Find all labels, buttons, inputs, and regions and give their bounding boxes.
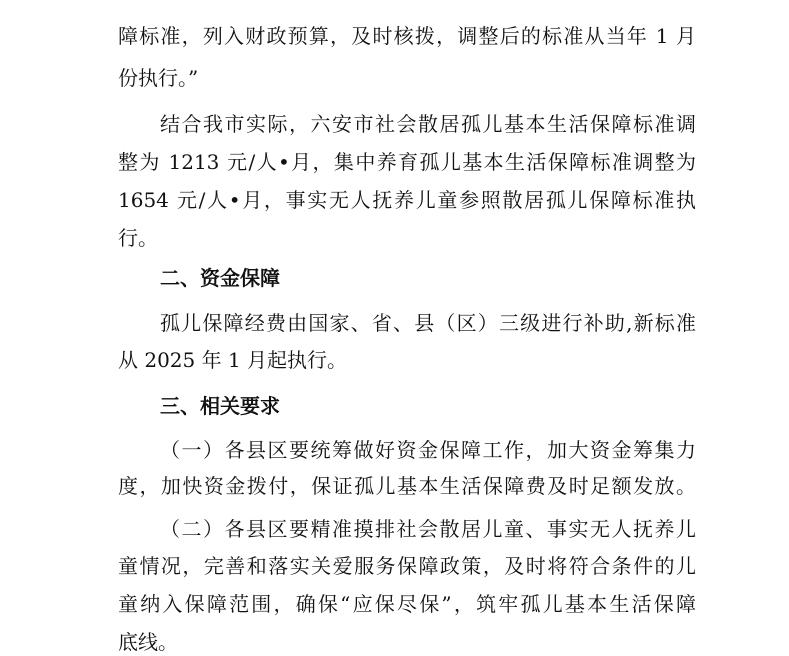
section-heading-funding: 二、资金保障 [160,266,280,290]
paragraph-line: 份执行。” [118,66,199,90]
document-page [118,0,698,656]
paragraph-line: 度，加快资金拨付，保证孤儿基本生活保障费及时足额发放。 [118,474,696,498]
paragraph-line: 从 2025 年 1 月起执行。 [118,348,348,372]
paragraph-line: 行。 [118,226,158,250]
paragraph-line: 1654 元/人•月，事实无人抚养儿童参照散居孤儿保障标准执 [118,188,696,212]
paragraph-line: 障标准，列入财政预算，及时核拨，调整后的标准从当年 1 月 [118,24,696,48]
paragraph-line: 童情况，完善和落实关爱服务保障政策，及时将符合条件的儿 [118,554,696,578]
paragraph-line: （二）各县区要精准摸排社会散居儿童、事实无人抚养儿 [160,517,696,541]
paragraph-line: 孤儿保障经费由国家、省、县（区）三级进行补助,新标准 [160,311,696,335]
section-heading-requirements: 三、相关要求 [160,394,280,418]
paragraph-line: 底线。 [118,630,178,654]
paragraph-line: 童纳入保障范围，确保“应保尽保”，筑牢孤儿基本生活保障 [118,592,696,616]
paragraph-line: （一）各县区要统筹做好资金保障工作，加大资金筹集力 [160,438,696,462]
paragraph-line: 整为 1213 元/人•月，集中养育孤儿基本生活保障标准调整为 [118,150,696,174]
paragraph-line: 结合我市实际，六安市社会散居孤儿基本生活保障标准调 [160,112,696,136]
